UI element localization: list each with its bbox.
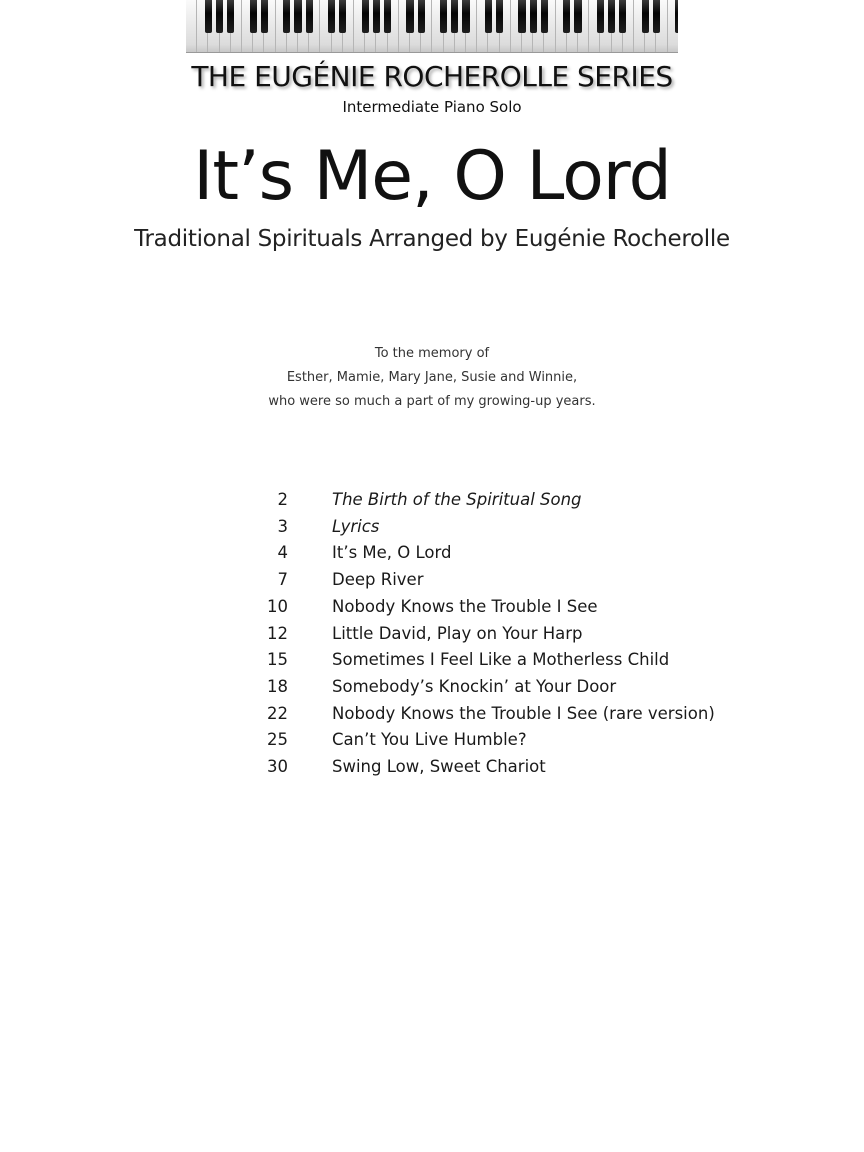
book-subtitle: Traditional Spirituals Arranged by Eugénie Rocherolle: [134, 226, 730, 252]
black-key: [283, 0, 290, 33]
toc-title: Deep River: [332, 570, 424, 590]
dedication-line: Esther, Mamie, Mary Jane, Susie and Winnie,: [286, 370, 578, 385]
black-key: [339, 0, 346, 33]
toc-page-number: 2: [277, 490, 288, 509]
toc-title: Swing Low, Sweet Chariot: [332, 757, 546, 776]
toc-entry: [0, 650, 864, 677]
black-key: [642, 0, 649, 33]
black-key: [530, 0, 537, 33]
black-key: [518, 0, 525, 33]
dedication-line: To the memory of: [374, 346, 490, 361]
toc-page-number: 25: [267, 730, 288, 750]
series-subtitle: Intermediate Piano Solo: [342, 98, 522, 116]
white-key: [186, 0, 197, 52]
black-key: [440, 0, 447, 33]
toc-page-number: 12: [267, 623, 288, 643]
toc-page-number: 22: [267, 703, 288, 723]
toc-title: Nobody Knows the Trouble I See (rare version): [332, 703, 715, 723]
black-key: [205, 0, 212, 33]
black-key: [306, 0, 313, 33]
black-key: [485, 0, 492, 33]
toc-page-number: 15: [267, 650, 288, 670]
toc-page-number: 3: [277, 516, 288, 536]
toc-page-number: 10: [267, 596, 288, 616]
toc-entry: [0, 597, 864, 624]
black-key: [574, 0, 581, 33]
black-key: [362, 0, 369, 33]
black-key: [541, 0, 548, 33]
black-key: [653, 0, 660, 33]
piano-keyboard-banner: [186, 0, 678, 53]
black-key: [418, 0, 425, 33]
dedication: [0, 342, 864, 414]
black-key: [294, 0, 301, 33]
series-title: THE EUGÉNIE ROCHEROLLE SERIES: [191, 60, 673, 93]
toc-page-number: 4: [277, 543, 288, 563]
black-key: [462, 0, 469, 33]
toc-title: Nobody Knows the Trouble I See: [332, 596, 598, 616]
black-key: [597, 0, 604, 33]
black-key: [619, 0, 626, 33]
toc-page-number: 30: [267, 757, 288, 776]
black-key: [675, 0, 678, 33]
black-key: [328, 0, 335, 33]
black-key: [373, 0, 380, 33]
toc-page-number: 18: [267, 676, 288, 696]
toc-title: Little David, Play on Your Harp: [332, 623, 583, 643]
toc-entry: [0, 677, 864, 704]
black-key: [261, 0, 268, 33]
toc-title: Somebody’s Knockin’ at Your Door: [332, 676, 617, 696]
black-key: [563, 0, 570, 33]
black-key: [406, 0, 413, 33]
black-key: [608, 0, 615, 33]
toc-title: Lyrics: [332, 516, 380, 536]
toc-entry: [0, 730, 864, 757]
black-key: [227, 0, 234, 33]
black-key: [384, 0, 391, 33]
toc-entry: [0, 543, 864, 570]
toc-entry: [0, 704, 864, 731]
black-key: [496, 0, 503, 33]
toc-entry: [0, 490, 864, 517]
toc-entry: [0, 517, 864, 544]
toc-title: Can’t You Live Humble?: [332, 730, 527, 750]
toc-page-number: 7: [277, 570, 288, 590]
book-title: It’s Me, O Lord: [193, 137, 671, 216]
dedication-line: who were so much a part of my growing-up years.: [268, 394, 596, 409]
toc-entry: [0, 757, 864, 784]
toc-title: Sometimes I Feel Like a Motherless Child: [332, 650, 670, 670]
toc-title: It’s Me, O Lord: [332, 543, 452, 563]
black-key: [451, 0, 458, 33]
black-key: [250, 0, 257, 33]
toc-entry: [0, 570, 864, 597]
black-key: [216, 0, 223, 33]
toc-title: The Birth of the Spiritual Song: [332, 490, 582, 509]
toc-entry: [0, 624, 864, 651]
